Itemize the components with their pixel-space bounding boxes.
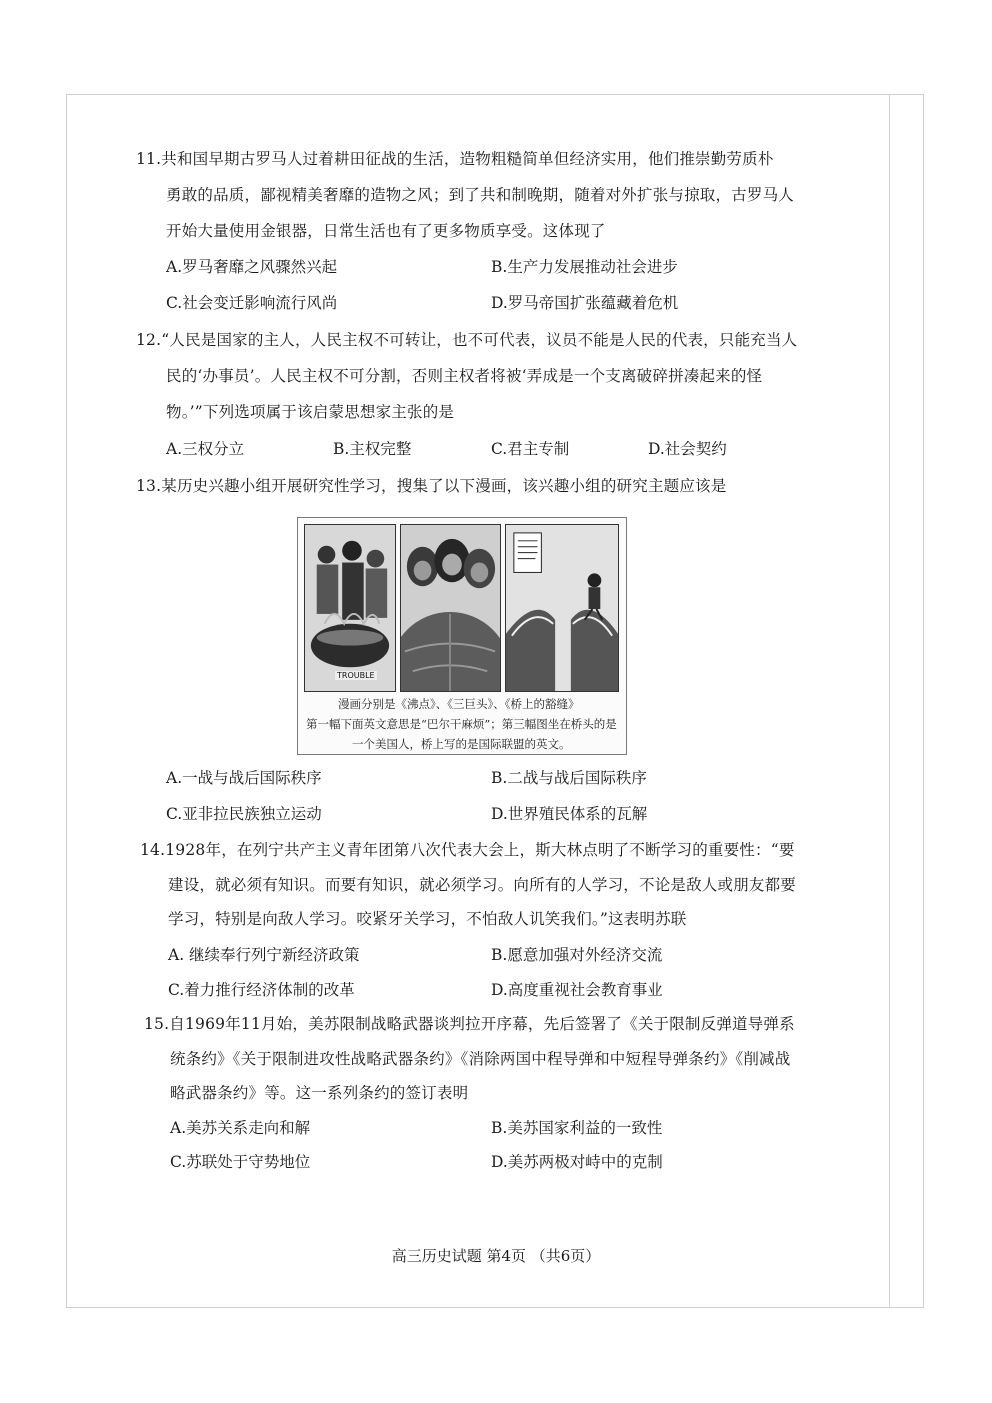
q15-stem-line1: 15.自1969年11月始，美苏限制战略武器谈判拉开序幕，先后签署了《关于限制反弹道导弹系 bbox=[144, 1015, 795, 1033]
q15-option-d: D.美苏两极对峙中的克制 bbox=[491, 1153, 663, 1171]
q12-stem-line2: 民的‘办事员’。人民主权不可分割，否则主权者将被‘弄成是一个支离破碎拼凑起来的怪 bbox=[166, 367, 763, 385]
q13-option-d: D.世界殖民体系的瓦解 bbox=[491, 805, 648, 823]
q14-stem-line1: 14.1928年，在列宁共产主义青年团第八次代表大会上，斯大林点明了不断学习的重要性：“要 bbox=[140, 841, 795, 859]
q11-option-b: B.生产力发展推动社会进步 bbox=[491, 258, 678, 276]
cartoon-panel-gap-in-bridge bbox=[505, 524, 619, 692]
q14-option-c: C.着力推行经济体制的改革 bbox=[168, 981, 355, 999]
q11-stem-line2: 勇敢的品质，鄙视精美奢靡的造物之风；到了共和制晚期，随着对外扩张与掠取，古罗马人 bbox=[166, 186, 795, 204]
q14-option-a: A. 继续奉行列宁新经济政策 bbox=[168, 946, 360, 964]
q11-option-a: A.罗马奢靡之风骤然兴起 bbox=[166, 258, 338, 276]
cartoon-panel-big-three bbox=[400, 524, 501, 692]
q14-stem-line2: 建设，就必须有知识。而要有知识，就必须学习。向所有的人学习，不论是敌人或朋友都要 bbox=[168, 876, 797, 894]
q11-option-d: D.罗马帝国扩张蕴藏着危机 bbox=[491, 294, 679, 312]
q12-option-d: D.社会契约 bbox=[648, 440, 727, 458]
q13-option-a: A.一战与战后国际秩序 bbox=[166, 769, 322, 787]
cartoon-caption-line3: 一个美国人，桥上写的是国际联盟的英文。 bbox=[352, 737, 571, 751]
q11-stem-line3: 开始大量使用金银器，日常生活也有了更多物质享受。这体现了 bbox=[166, 222, 606, 240]
q11-option-c: C.社会变迁影响流行风尚 bbox=[166, 294, 338, 312]
cartoon-panel-boiling-point bbox=[304, 524, 396, 692]
binding-line bbox=[889, 94, 890, 1308]
cartoon-figure bbox=[297, 517, 627, 755]
cartoon-caption-line1: 漫画分别是《沸点》、《三巨头》、《桥上的豁缝》 bbox=[338, 697, 580, 711]
q12-option-b: B.主权完整 bbox=[333, 440, 412, 458]
q14-stem-line3: 学习，特别是向敌人学习。咬紧牙关学习，不怕敌人讥笑我们。”这表明苏联 bbox=[168, 910, 687, 928]
q15-option-a: A.美苏关系走向和解 bbox=[170, 1119, 311, 1137]
q12-stem-line1: 12.“人民是国家的主人，人民主权不可转让，也不可代表，议员不能是人民的代表，只能充当人 bbox=[136, 331, 798, 349]
cartoon-panel1-label: TROUBLE bbox=[337, 671, 375, 680]
q12-option-c: C.君主专制 bbox=[491, 440, 570, 458]
q14-option-d: D.高度重视社会教育事业 bbox=[491, 981, 663, 999]
q12-stem-line3: 物。’”下列选项属于该启蒙思想家主张的是 bbox=[166, 403, 455, 421]
q13-option-c: C.亚非拉民族独立运动 bbox=[166, 805, 322, 823]
q15-stem-line2: 统条约》《关于限制进攻性战略武器条约》《消除两国中程导弹和中短程导弹条约》《削减战 bbox=[170, 1050, 791, 1068]
q15-option-b: B.美苏国家利益的一致性 bbox=[491, 1119, 663, 1137]
q12-option-a: A.三权分立 bbox=[166, 440, 245, 458]
q13-option-b: B.二战与战后国际秩序 bbox=[491, 769, 647, 787]
q14-option-b: B.愿意加强对外经济交流 bbox=[491, 946, 663, 964]
q11-stem-line1: 11.共和国早期古罗马人过着耕田征战的生活，造物粗糙简单但经济实用，他们推崇勤劳质朴 bbox=[136, 150, 774, 168]
q15-stem-line3: 略武器条约》等。这一系列条约的签订表明 bbox=[170, 1084, 469, 1102]
cartoon-caption-line2: 第一幅下面英文意思是“巴尔干麻烦”；第三幅图坐在桥头的是 bbox=[306, 717, 617, 731]
q15-option-c: C.苏联处于守势地位 bbox=[170, 1153, 311, 1171]
page-footer: 高三历史试题 第4页 （共6页） bbox=[391, 1247, 601, 1265]
q13-stem-line1: 13.某历史兴趣小组开展研究性学习，搜集了以下漫画，该兴趣小组的研究主题应该是 bbox=[136, 477, 727, 495]
